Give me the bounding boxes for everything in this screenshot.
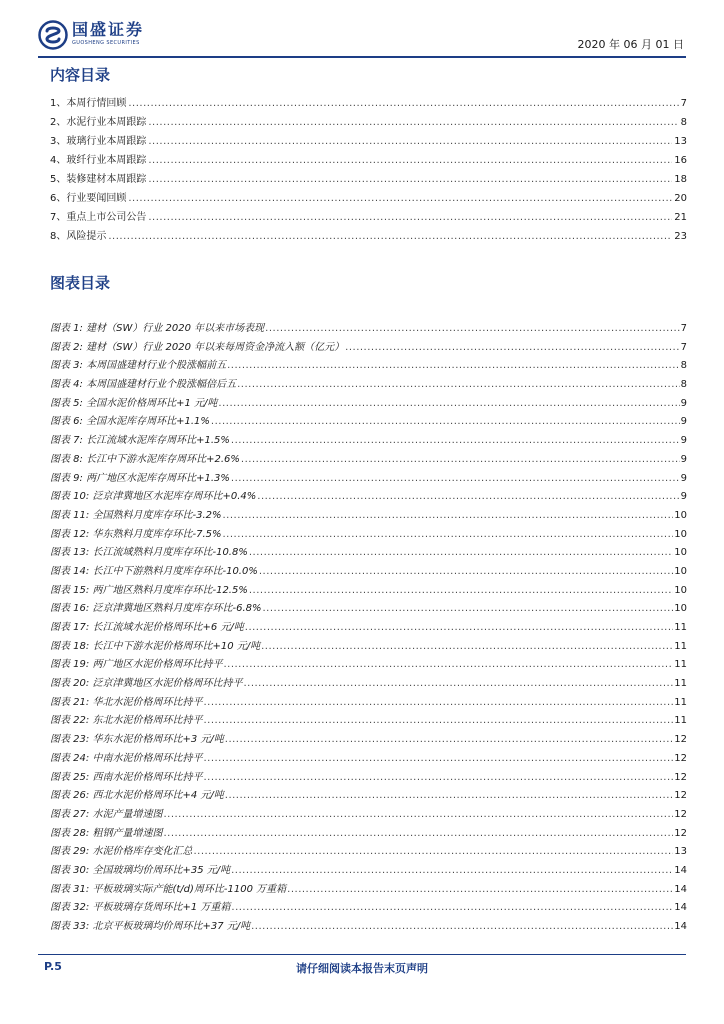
figure-entry-page: 11 xyxy=(674,659,687,671)
figure-entry[interactable] xyxy=(50,563,687,582)
figure-entry-page: 7 xyxy=(680,341,687,353)
figure-entry-title: 平板玻璃存货周环比+1 万重箱 xyxy=(92,902,231,914)
figure-entry-page: 8 xyxy=(680,360,687,372)
figure-entry[interactable] xyxy=(50,769,687,788)
toc-list xyxy=(50,94,687,246)
figure-entry[interactable] xyxy=(50,376,687,395)
figure-entry[interactable] xyxy=(50,619,687,638)
toc-entry[interactable] xyxy=(50,113,687,132)
figure-entry[interactable] xyxy=(50,806,687,825)
figure-entry[interactable] xyxy=(50,862,687,881)
figure-entry-page: 11 xyxy=(674,715,687,727)
figure-entry-page: 10 xyxy=(674,528,687,540)
figure-entry-page: 12 xyxy=(674,808,687,820)
figure-entry[interactable] xyxy=(50,320,687,339)
figure-entry-number: 图表 21: xyxy=(50,696,90,708)
figure-entry[interactable] xyxy=(50,488,687,507)
logo-english-name: GUOSHENG SECURITIES xyxy=(72,40,140,46)
figure-entry-title: 建材（SW）行业 2020 年以来每周资金净流入额（亿元） xyxy=(86,341,345,353)
figure-entry-page: 10 xyxy=(674,509,687,521)
figure-entry-title: 西北水泥价格周环比+4 元/吨 xyxy=(92,790,224,802)
figure-entry-number: 图表 33: xyxy=(50,921,90,932)
report-date: 2020 年 06 月 01 日 xyxy=(577,38,684,51)
figure-entry-title: 全国水泥库存周环比+1.1% xyxy=(86,416,210,428)
dot-leader xyxy=(148,170,672,189)
dot-leader xyxy=(261,638,673,657)
figure-entry-title: 全国熟料月度库存环比-3.2% xyxy=(92,509,222,521)
toc-entry[interactable] xyxy=(50,94,687,113)
figure-entry-number: 图表 6: xyxy=(50,416,83,428)
figure-entry-title: 东北水泥价格周环比持平 xyxy=(92,715,203,727)
figure-entry-number: 图表 8: xyxy=(50,453,83,465)
figure-entry[interactable] xyxy=(50,339,687,358)
figure-entry-title: 平板玻璃实际产能(t/d)周环比-1100 万重箱 xyxy=(92,883,287,895)
toc-entry-page: 16 xyxy=(674,155,687,166)
dot-leader xyxy=(249,544,673,563)
figure-entry-number: 图表 25: xyxy=(50,771,90,783)
dot-leader xyxy=(211,413,680,432)
figure-entry-page: 12 xyxy=(674,752,687,764)
toc-entry-page: 7 xyxy=(680,98,687,109)
figure-entry-title: 两广地区熟料月度库存环比-12.5% xyxy=(92,584,248,596)
figure-entry-number: 图表 9: xyxy=(50,472,83,484)
figure-entry-number: 图表 16: xyxy=(50,603,90,615)
figure-entry[interactable] xyxy=(50,675,687,694)
figure-entry-page: 9 xyxy=(680,453,687,465)
figure-entry-number: 图表 1: xyxy=(50,323,83,334)
disclaimer-note: 请仔细阅读本报告末页声明 xyxy=(296,962,428,975)
dot-leader xyxy=(163,825,673,844)
figure-entry-number: 图表 29: xyxy=(50,846,90,858)
figure-entry[interactable] xyxy=(50,881,687,900)
figure-entry[interactable] xyxy=(50,544,687,563)
toc-entry-label: 6、行业要闻回顾 xyxy=(50,193,127,204)
figure-entry-page: 9 xyxy=(680,491,687,503)
figure-entry-title: 长江流域熟料月度库存环比-10.8% xyxy=(92,547,248,559)
footer-divider xyxy=(38,954,686,955)
figure-entry-page: 9 xyxy=(680,472,687,484)
toc-entry[interactable] xyxy=(50,132,687,151)
figure-entry-title: 水泥产量增速图 xyxy=(92,808,163,820)
figure-entry[interactable] xyxy=(50,357,687,376)
figure-entry-title: 长江流域水泥价格周环比+6 元/吨 xyxy=(92,622,244,633)
dot-leader xyxy=(237,376,680,395)
figure-entry-page: 10 xyxy=(674,603,687,615)
figures-list xyxy=(50,320,687,937)
figure-entry[interactable] xyxy=(50,843,687,862)
dot-leader xyxy=(225,787,674,806)
dot-leader xyxy=(249,582,673,601)
figure-entry-number: 图表 27: xyxy=(50,808,90,820)
figure-entry[interactable] xyxy=(50,731,687,750)
figure-entry-number: 图表 15: xyxy=(50,584,90,596)
dot-leader xyxy=(222,526,673,545)
figure-entry-title: 本周国盛建材行业个股涨幅倍后五 xyxy=(86,379,237,391)
figure-entry-page: 14 xyxy=(674,921,687,932)
figure-entry[interactable] xyxy=(50,638,687,657)
figure-entry[interactable] xyxy=(50,600,687,619)
figure-entry-number: 图表 3: xyxy=(50,360,83,372)
figure-entry-number: 图表 24: xyxy=(50,752,90,764)
figure-entry-title: 两广地区水泥价格周环比持平 xyxy=(92,659,223,671)
figure-entry-title: 水泥价格库存变化汇总 xyxy=(92,846,193,858)
figure-entry-page: 11 xyxy=(674,640,687,652)
toc-entry-page: 13 xyxy=(674,136,687,147)
dot-leader xyxy=(231,899,673,918)
dot-leader xyxy=(203,712,673,731)
figure-entry-title: 建材（SW）行业 2020 年以来市场表现 xyxy=(86,323,265,334)
company-logo xyxy=(38,20,144,52)
toc-entry-label: 4、玻纤行业本周跟踪 xyxy=(50,155,147,166)
figure-entry-number: 图表 12: xyxy=(50,528,90,540)
dot-leader xyxy=(227,357,680,376)
dot-leader xyxy=(193,843,673,862)
figure-entry-number: 图表 10: xyxy=(50,491,90,503)
figure-entry-title: 华东熟料月度库存环比-7.5% xyxy=(92,528,222,540)
dot-leader xyxy=(148,208,672,227)
dot-leader xyxy=(128,94,678,113)
figure-entry-title: 全国水泥价格周环比+1 元/吨 xyxy=(86,397,218,409)
toc-entry-page: 23 xyxy=(674,231,687,242)
figure-entry-title: 西南水泥价格周环比持平 xyxy=(92,771,203,783)
toc-entry-label: 7、重点上市公司公告 xyxy=(50,212,147,223)
figure-entry-number: 图表 2: xyxy=(50,341,83,353)
figure-entry[interactable] xyxy=(50,432,687,451)
page-header xyxy=(38,20,686,60)
figure-entry-number: 图表 30: xyxy=(50,864,90,876)
figure-entry[interactable] xyxy=(50,712,687,731)
figure-entry[interactable] xyxy=(50,918,687,937)
figure-entry-page: 9 xyxy=(680,416,687,428)
figure-entry-number: 图表 28: xyxy=(50,827,90,839)
dot-leader xyxy=(243,675,673,694)
dot-leader xyxy=(245,619,674,638)
dot-leader xyxy=(257,488,679,507)
toc-entry-label: 1、本周行情回顾 xyxy=(50,98,127,109)
figure-entry[interactable] xyxy=(50,899,687,918)
figure-entry-title: 长江中下游熟料月度库存环比-10.0% xyxy=(92,565,258,577)
toc-entry[interactable] xyxy=(50,189,687,208)
toc-entry[interactable] xyxy=(50,170,687,189)
dot-leader xyxy=(225,731,674,750)
figure-entry-number: 图表 32: xyxy=(50,902,90,914)
figure-entry-page: 14 xyxy=(674,883,687,895)
figure-entry-title: 华东水泥价格周环比+3 元/吨 xyxy=(92,734,224,746)
figure-entry-title: 粗钢产量增速图 xyxy=(92,827,163,839)
figure-entry-number: 图表 22: xyxy=(50,715,90,727)
figure-entry-title: 泛京津冀地区水泥库存周环比+0.4% xyxy=(92,491,257,503)
figure-entry-page: 11 xyxy=(674,622,687,633)
dot-leader xyxy=(231,862,673,881)
dot-leader xyxy=(222,507,673,526)
figure-entry[interactable] xyxy=(50,825,687,844)
figure-entry-page: 12 xyxy=(674,827,687,839)
figure-entry-number: 图表 13: xyxy=(50,547,90,559)
page-number: P.5 xyxy=(44,960,62,973)
dot-leader xyxy=(128,189,672,208)
figure-entry-number: 图表 11: xyxy=(50,509,90,521)
figure-entry-page: 10 xyxy=(674,547,687,559)
figure-entry-page: 14 xyxy=(674,864,687,876)
dot-leader xyxy=(223,656,673,675)
figure-entry-title: 中南水泥价格周环比持平 xyxy=(92,752,203,764)
dot-leader xyxy=(259,563,673,582)
figure-entry-page: 12 xyxy=(674,790,687,802)
figure-entry-page: 12 xyxy=(674,771,687,783)
figure-entry[interactable] xyxy=(50,787,687,806)
toc-entry[interactable] xyxy=(50,208,687,227)
figure-entry-number: 图表 20: xyxy=(50,678,90,690)
toc-entry[interactable] xyxy=(50,227,687,246)
figure-entry[interactable] xyxy=(50,413,687,432)
figure-entry-page: 12 xyxy=(674,734,687,746)
toc-entry-page: 18 xyxy=(674,174,687,185)
figure-entry-number: 图表 7: xyxy=(50,435,83,447)
figure-entry-number: 图表 23: xyxy=(50,734,90,746)
figure-entry-number: 图表 18: xyxy=(50,640,90,652)
figure-entry-title: 泛京津冀地区水泥价格周环比持平 xyxy=(92,678,243,690)
figure-entry[interactable] xyxy=(50,656,687,675)
figure-entry-page: 8 xyxy=(680,379,687,391)
dot-leader xyxy=(148,113,678,132)
figure-entry-page: 11 xyxy=(674,678,687,690)
toc-entry-label: 3、玻璃行业本周跟踪 xyxy=(50,136,147,147)
header-divider xyxy=(38,56,686,58)
dot-leader xyxy=(231,470,680,489)
figure-entry-title: 长江流域水泥库存周环比+1.5% xyxy=(86,435,230,447)
figures-heading: 图表目录 xyxy=(50,274,111,292)
figure-entry[interactable] xyxy=(50,694,687,713)
figure-entry-title: 本周国盛建材行业个股涨幅前五 xyxy=(86,360,227,372)
dot-leader xyxy=(148,151,672,170)
figure-entry-title: 华北水泥价格周环比持平 xyxy=(92,696,203,708)
figure-entry-title: 两广地区水泥库存周环比+1.3% xyxy=(86,472,230,484)
dot-leader xyxy=(262,600,673,619)
dot-leader xyxy=(251,918,673,937)
figure-entry-page: 14 xyxy=(674,902,687,914)
toc-entry-label: 2、水泥行业本周跟踪 xyxy=(50,117,147,128)
figure-entry[interactable] xyxy=(50,526,687,545)
dot-leader xyxy=(241,451,680,470)
dot-leader xyxy=(203,769,673,788)
toc-entry[interactable] xyxy=(50,151,687,170)
figure-entry-number: 图表 31: xyxy=(50,883,90,895)
figure-entry-title: 长江中下游水泥库存周环比+2.6% xyxy=(86,453,240,465)
figure-entry[interactable] xyxy=(50,395,687,414)
figure-entry[interactable] xyxy=(50,451,687,470)
dot-leader xyxy=(203,694,673,713)
toc-entry-label: 8、风险提示 xyxy=(50,231,107,242)
dot-leader xyxy=(203,750,673,769)
figure-entry[interactable] xyxy=(50,470,687,489)
dot-leader xyxy=(218,395,679,414)
dot-leader xyxy=(148,132,672,151)
figure-entry-page: 7 xyxy=(680,323,687,334)
toc-entry-page: 21 xyxy=(674,212,687,223)
figure-entry[interactable] xyxy=(50,507,687,526)
dot-leader xyxy=(108,227,672,246)
figure-entry-page: 9 xyxy=(680,397,687,409)
figure-entry-number: 图表 26: xyxy=(50,790,90,802)
figure-entry-number: 图表 5: xyxy=(50,397,83,409)
figure-entry[interactable] xyxy=(50,582,687,601)
logo-chinese-name: 国盛证券 xyxy=(72,20,145,39)
figure-entry-page: 9 xyxy=(680,435,687,447)
figure-entry-page: 11 xyxy=(674,696,687,708)
figure-entry-number: 图表 17: xyxy=(50,622,90,633)
dot-leader xyxy=(231,432,680,451)
toc-heading: 内容目录 xyxy=(50,66,111,84)
figure-entry-title: 泛京津冀地区熟料月度库存环比-6.8% xyxy=(92,603,262,615)
figure-entry-number: 图表 14: xyxy=(50,565,90,577)
toc-entry-page: 20 xyxy=(674,193,687,204)
figure-entry-number: 图表 19: xyxy=(50,659,90,671)
dot-leader xyxy=(163,806,673,825)
toc-entry-page: 8 xyxy=(680,117,687,128)
figure-entry-page: 10 xyxy=(674,584,687,596)
dot-leader xyxy=(345,339,679,358)
figure-entry-title: 全国玻璃均价周环比+35 元/吨 xyxy=(92,864,231,876)
figure-entry-title: 长江中下游水泥价格周环比+10 元/吨 xyxy=(92,640,261,652)
dot-leader xyxy=(265,320,679,339)
figure-entry-number: 图表 4: xyxy=(50,379,83,391)
figure-entry[interactable] xyxy=(50,750,687,769)
logo-mark-icon xyxy=(38,20,68,50)
figure-entry-page: 10 xyxy=(674,565,687,577)
figure-entry-title: 北京平板玻璃均价周环比+37 元/吨 xyxy=(92,921,251,932)
toc-entry-label: 5、装修建材本周跟踪 xyxy=(50,174,147,185)
dot-leader xyxy=(287,881,673,900)
figure-entry-page: 13 xyxy=(674,846,687,858)
